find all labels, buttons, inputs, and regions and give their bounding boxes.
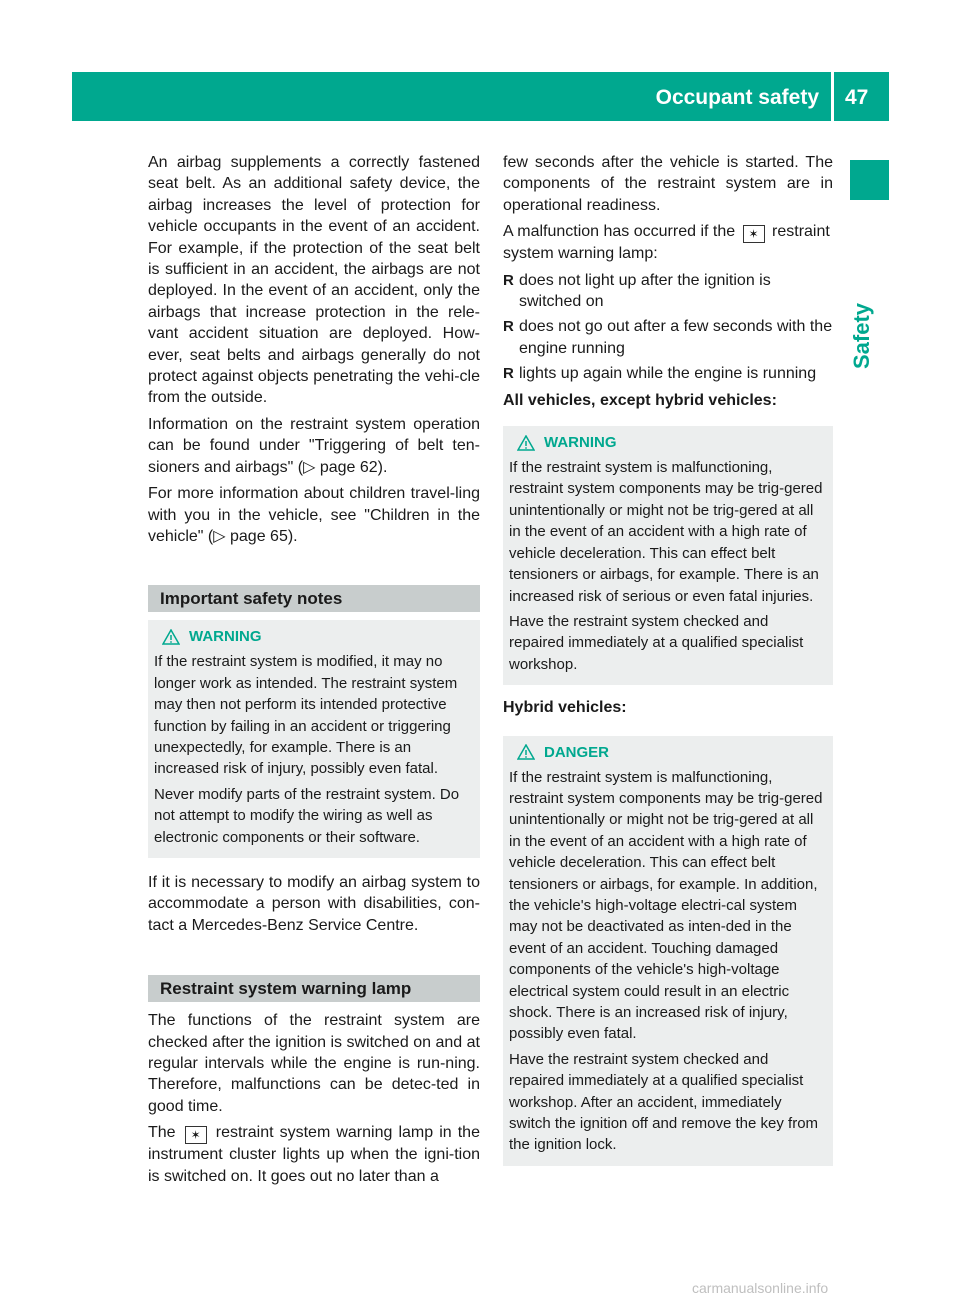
section-heading: Restraint system warning lamp bbox=[148, 975, 480, 1002]
bullet-list bbox=[503, 270, 833, 385]
list-item: R lights up again while the engine is running bbox=[503, 363, 833, 384]
warning-triangle-icon bbox=[162, 629, 180, 645]
danger-title bbox=[509, 742, 825, 763]
text-fragment: restraint system warning lamp in the instrument cluster lights up when the igni-tion is switched on. It goes out no later than a bbox=[148, 1124, 480, 1185]
warning-text: Never modify parts of the restraint system. Do not attempt to modify the wiring as well as electronic components or their software. bbox=[154, 785, 460, 846]
paragraph bbox=[148, 1122, 480, 1187]
danger-text: If the restraint system is malfunctioning, restraint system components may be trig-gered unintentionally or might not be trig-gered at all in the event of an accident with a high rate of vehicle deceleration. This can effect belt tensioners or airbags, for example. In addition, the vehicle's high-voltage electri-cal system may not be deactivated as inten-ded in the event of an accident. Touching damaged components of the vehicle's high-voltage electrical system could result in an electric shock. There is an increased risk of injury, possibly even fatal. bbox=[509, 768, 823, 1043]
warning-box bbox=[148, 620, 480, 858]
paragraph: An airbag supplements a correctly fastened seat belt. As an additional safety device, the airbag increases the level of protection for vehicle occupants in the event of an accident. For example, if the protection of the seat belt is sufficient in an accident, the airbags are not deployed. In the event of an accident, only the airbags that increase protection in the rele-vant accident situation are deployed. How-ever, seat belts and airbags generally do not protect against objects penetrating the vehi-cle from the outside. bbox=[148, 154, 480, 407]
section-heading: Important safety notes bbox=[148, 585, 480, 612]
left-column bbox=[148, 152, 480, 1192]
paragraph: few seconds after the vehicle is started. The components of the restraint system are in operational readiness. bbox=[503, 154, 833, 214]
watermark: carmanualsonline.info bbox=[692, 1280, 829, 1296]
header-bar bbox=[72, 72, 889, 121]
warning-title-text: WARNING bbox=[189, 628, 262, 646]
paragraph: Information on the restraint system operation can be found under "Triggering of belt ten-sioners and airbags" (▷ page 62). bbox=[148, 415, 480, 476]
warning-text: Have the restraint system checked and repaired immediately at a qualified specialist workshop. bbox=[509, 612, 804, 673]
danger-title-text: DANGER bbox=[544, 743, 610, 761]
danger-box bbox=[503, 736, 833, 1166]
warning-text: If the restraint system is malfunctioning, restraint system components may be trig-gered unintentionally or might not be trig-gered at all in the event of an accident with a high rate of vehicle deceleration. This can effect belt tensioners or airbags, for example. There is an increased risk of serious or even fatal injuries. bbox=[509, 459, 823, 605]
danger-text: Have the restraint system checked and repaired immediately at a qualified specialist workshop. After an accident, immediately switch the ignition off and remove the key from the ignition lock. bbox=[509, 1050, 819, 1154]
list-item: R does not light up after the ignition is switched on bbox=[503, 270, 833, 313]
warning-triangle-icon bbox=[517, 435, 535, 451]
warning-title-text: WARNING bbox=[544, 434, 617, 452]
subheading: Hybrid vehicles: bbox=[503, 699, 627, 717]
page-number: 47 bbox=[845, 86, 869, 109]
header-separator bbox=[831, 72, 834, 121]
warning-text: If the restraint system is modified, it may no longer work as intended. The restraint system may then not perform its intended protective function by failing in an accident or triggering unexpectedly, for example. There is an increased risk of injury, possibly even fatal. bbox=[154, 653, 458, 778]
warning-title bbox=[154, 626, 472, 647]
list-item: R does not go out after a few seconds with the engine running bbox=[503, 316, 833, 359]
paragraph: If it is necessary to modify an airbag system to accommodate a person with disabilities, con-tact a Mercedes-Benz Service Centre. bbox=[148, 873, 480, 934]
warning-triangle-icon bbox=[517, 744, 535, 760]
paragraph: The functions of the restraint system are checked after the ignition is switched on and at regular intervals while the engine is run-ning. Therefore, malfunctions can be detec-ted in good time. bbox=[148, 1012, 480, 1115]
paragraph: For more information about children travel-ling with you in the vehicle, see "Children in the vehicle" (▷ page 65). bbox=[148, 485, 480, 545]
warning-box bbox=[503, 426, 833, 685]
header-title: Occupant safety bbox=[655, 86, 819, 109]
subheading: All vehicles, except hybrid vehicles: bbox=[503, 391, 777, 409]
text-fragment: restraint system warning lamp: bbox=[503, 223, 830, 263]
side-label: Safety bbox=[849, 302, 874, 369]
airbag-warning-lamp-icon: ✶ bbox=[743, 225, 765, 243]
paragraph bbox=[503, 221, 833, 264]
airbag-warning-lamp-icon: ✶ bbox=[185, 1126, 207, 1144]
warning-title bbox=[509, 432, 825, 453]
right-column bbox=[503, 152, 833, 1166]
side-tab bbox=[850, 160, 889, 200]
text-fragment: A malfunction has occurred if the bbox=[503, 223, 736, 241]
text-fragment: The bbox=[148, 1124, 176, 1142]
